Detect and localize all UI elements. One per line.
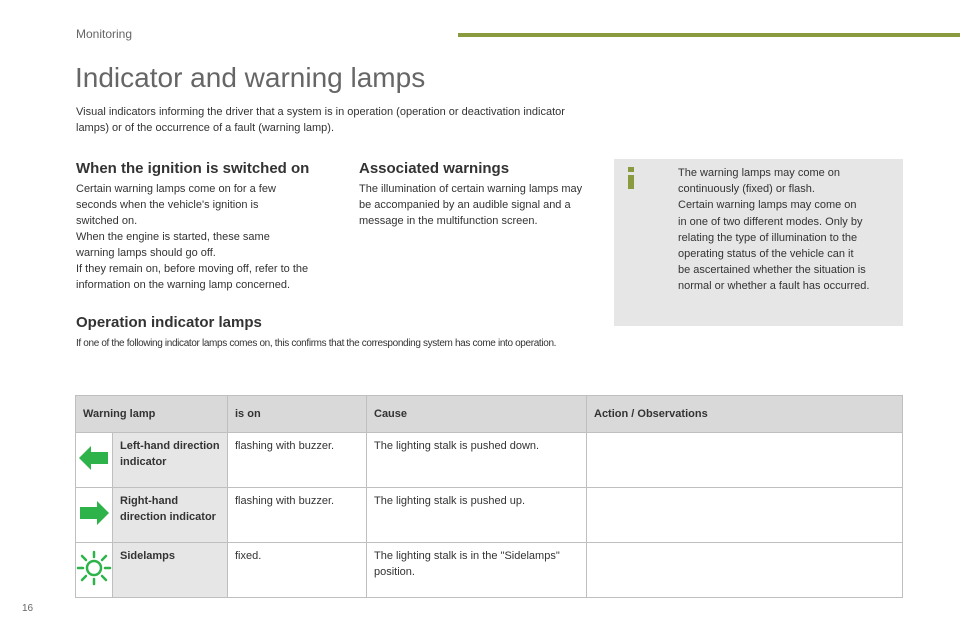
sidelamps-icon (76, 550, 112, 586)
operation-text: If one of the following indicator lamps comes on, this confirms that the corresponding system has come into operation. (76, 338, 557, 349)
table-row (76, 488, 903, 543)
lamp-name: Sidelamps (113, 543, 228, 598)
lamp-action (587, 433, 903, 488)
lamp-is-on: fixed. (228, 543, 367, 598)
lamp-is-on: flashing with buzzer. (228, 433, 367, 488)
ignition-text: Certain warning lamps come on for a few seconds when the vehicle's ignition is switched on. When the engine is started, these same warning lamps should go off. If they remain on, before moving off, refer to the information on the warning lamp concerned. (76, 183, 309, 291)
associated-text: The illumination of certain warning lamps may be accompanied by an audible signal and a message in the multifunction screen. (359, 183, 583, 227)
info-icon (626, 167, 636, 189)
lamp-cause: The lighting stalk is in the "Sidelamps" position. (367, 543, 587, 598)
icon-cell (76, 433, 113, 488)
table-row (76, 543, 903, 598)
warning-lamp-table (75, 395, 903, 598)
right-arrow-icon (78, 500, 110, 526)
lamp-is-on: flashing with buzzer. (228, 488, 367, 543)
section-label: Monitoring (76, 27, 133, 41)
page-title: Indicator and warning lamps (75, 62, 426, 93)
header-is-on: is on (228, 396, 367, 433)
lamp-cause: The lighting stalk is pushed up. (367, 488, 587, 543)
info-text: The warning lamps may come on continuously (fixed) or flash. Certain warning lamps may come on in one of two different modes. Only by relating the type of illumination to the operating status of the vehicle can it be ascertained whether the situation is normal or whether a fault has occurred. (678, 167, 870, 293)
lamp-action (587, 543, 903, 598)
intro-text: Visual indicators informing the driver that a system is in operation (operation or deactivation indicator lamps) or of the occurrence of a fault (warning lamp). (76, 106, 565, 134)
associated-heading: Associated warnings (359, 160, 510, 177)
header-warning-lamp: Warning lamp (76, 396, 228, 433)
info-box (614, 159, 903, 326)
header-cause: Cause (367, 396, 587, 433)
icon-cell (76, 488, 113, 543)
header-action: Action / Observations (587, 396, 903, 433)
lamp-name: Right-hand direction indicator (113, 488, 228, 543)
table-header-row (76, 396, 903, 433)
lamp-action (587, 488, 903, 543)
left-arrow-icon (78, 445, 110, 471)
header-accent-bar (458, 33, 960, 37)
lamp-cause: The lighting stalk is pushed down. (367, 433, 587, 488)
table-row (76, 433, 903, 488)
lamp-name: Left-hand direction indicator (113, 433, 228, 488)
page-number: 16 (22, 603, 34, 614)
icon-cell (76, 543, 113, 598)
ignition-heading: When the ignition is switched on (76, 160, 310, 177)
operation-heading: Operation indicator lamps (76, 314, 262, 331)
